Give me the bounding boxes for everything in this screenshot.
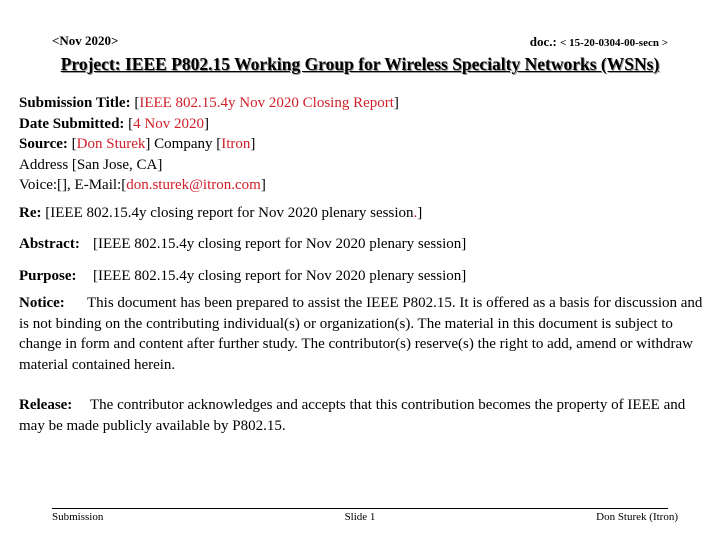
company-label: Company xyxy=(154,136,213,152)
footer-slide-number: Slide 1 xyxy=(344,511,376,523)
address-line: Address [San Jose, CA] xyxy=(19,156,163,173)
purpose-label: Purpose: xyxy=(19,267,77,284)
date-submitted-label: Date Submitted: xyxy=(19,115,125,132)
re-label: Re: xyxy=(19,204,42,221)
doc-label: doc.: xyxy=(529,34,561,49)
footer-divider xyxy=(52,508,668,509)
source-label: Source: xyxy=(19,136,68,152)
source-line: Source: [Don Sturek] Company [Itron] xyxy=(19,136,256,152)
submission-title-label: Submission Title: xyxy=(19,95,131,111)
voice-email-line: Voice:[], E-Mail:[don.sturek@itron.com] xyxy=(19,177,266,193)
purpose-value: [IEEE 802.15.4y closing report for Nov 2020 plenary session] xyxy=(93,267,467,284)
release-label: Release: xyxy=(19,397,73,413)
release-paragraph xyxy=(19,395,709,436)
date-submitted-value: 4 Nov 2020 xyxy=(133,115,205,132)
submission-title-line: Submission Title: [IEEE 802.15.4y Nov 2020 Closing Report] xyxy=(19,95,399,111)
voice-email-prefix: Voice:[], E-Mail:[ xyxy=(19,177,127,193)
re-line: Re: [IEEE 802.15.4y closing report for Nov 2020 plenary session.] xyxy=(19,204,423,221)
notice-text: This document has been prepared to assist the IEEE P802.15. It is offered as a basis for discussion and is not binding on the contributing individual(s) or organization(s). The material in this document is subject to change in form and content after further study. The contributor(s) reserve(s) the right to add, amend or withdraw material contained herein. xyxy=(19,295,703,373)
abstract-value: [IEEE 802.15.4y closing report for Nov 2020 plenary session] xyxy=(93,236,467,252)
release-text: The contributor acknowledges and accepts that this contribution becomes the property of IEEE and may be made publicly available by P802.15. xyxy=(19,397,686,434)
source-name: Don Sturek xyxy=(76,136,146,152)
header-doc-id xyxy=(530,34,668,50)
document-body xyxy=(19,93,709,436)
submission-title-value: IEEE 802.15.4y Nov 2020 Closing Report xyxy=(139,95,394,111)
re-value: [IEEE 802.15.4y closing report for Nov 2020 plenary session xyxy=(45,204,414,221)
abstract-label: Abstract: xyxy=(19,236,80,252)
footer-submission: Submission xyxy=(52,511,104,523)
abstract-line xyxy=(19,234,709,255)
footer-author: Don Sturek (Itron) xyxy=(596,511,678,523)
email-value: don.sturek@itron.com xyxy=(126,177,261,193)
company-value: Itron xyxy=(221,136,251,152)
purpose-line xyxy=(19,266,709,287)
date-submitted-line: Date Submitted: [4 Nov 2020] xyxy=(19,115,210,132)
notice-label: Notice: xyxy=(19,295,65,311)
re-period: . xyxy=(413,204,418,221)
doc-number: < 15-20-0304-00-secn > xyxy=(560,37,668,49)
project-title: Project: IEEE P802.15 Working Group for Wireless Specialty Networks (WSNs) xyxy=(60,54,660,74)
header-date: <Nov 2020> xyxy=(52,33,119,48)
notice-paragraph xyxy=(19,293,709,375)
